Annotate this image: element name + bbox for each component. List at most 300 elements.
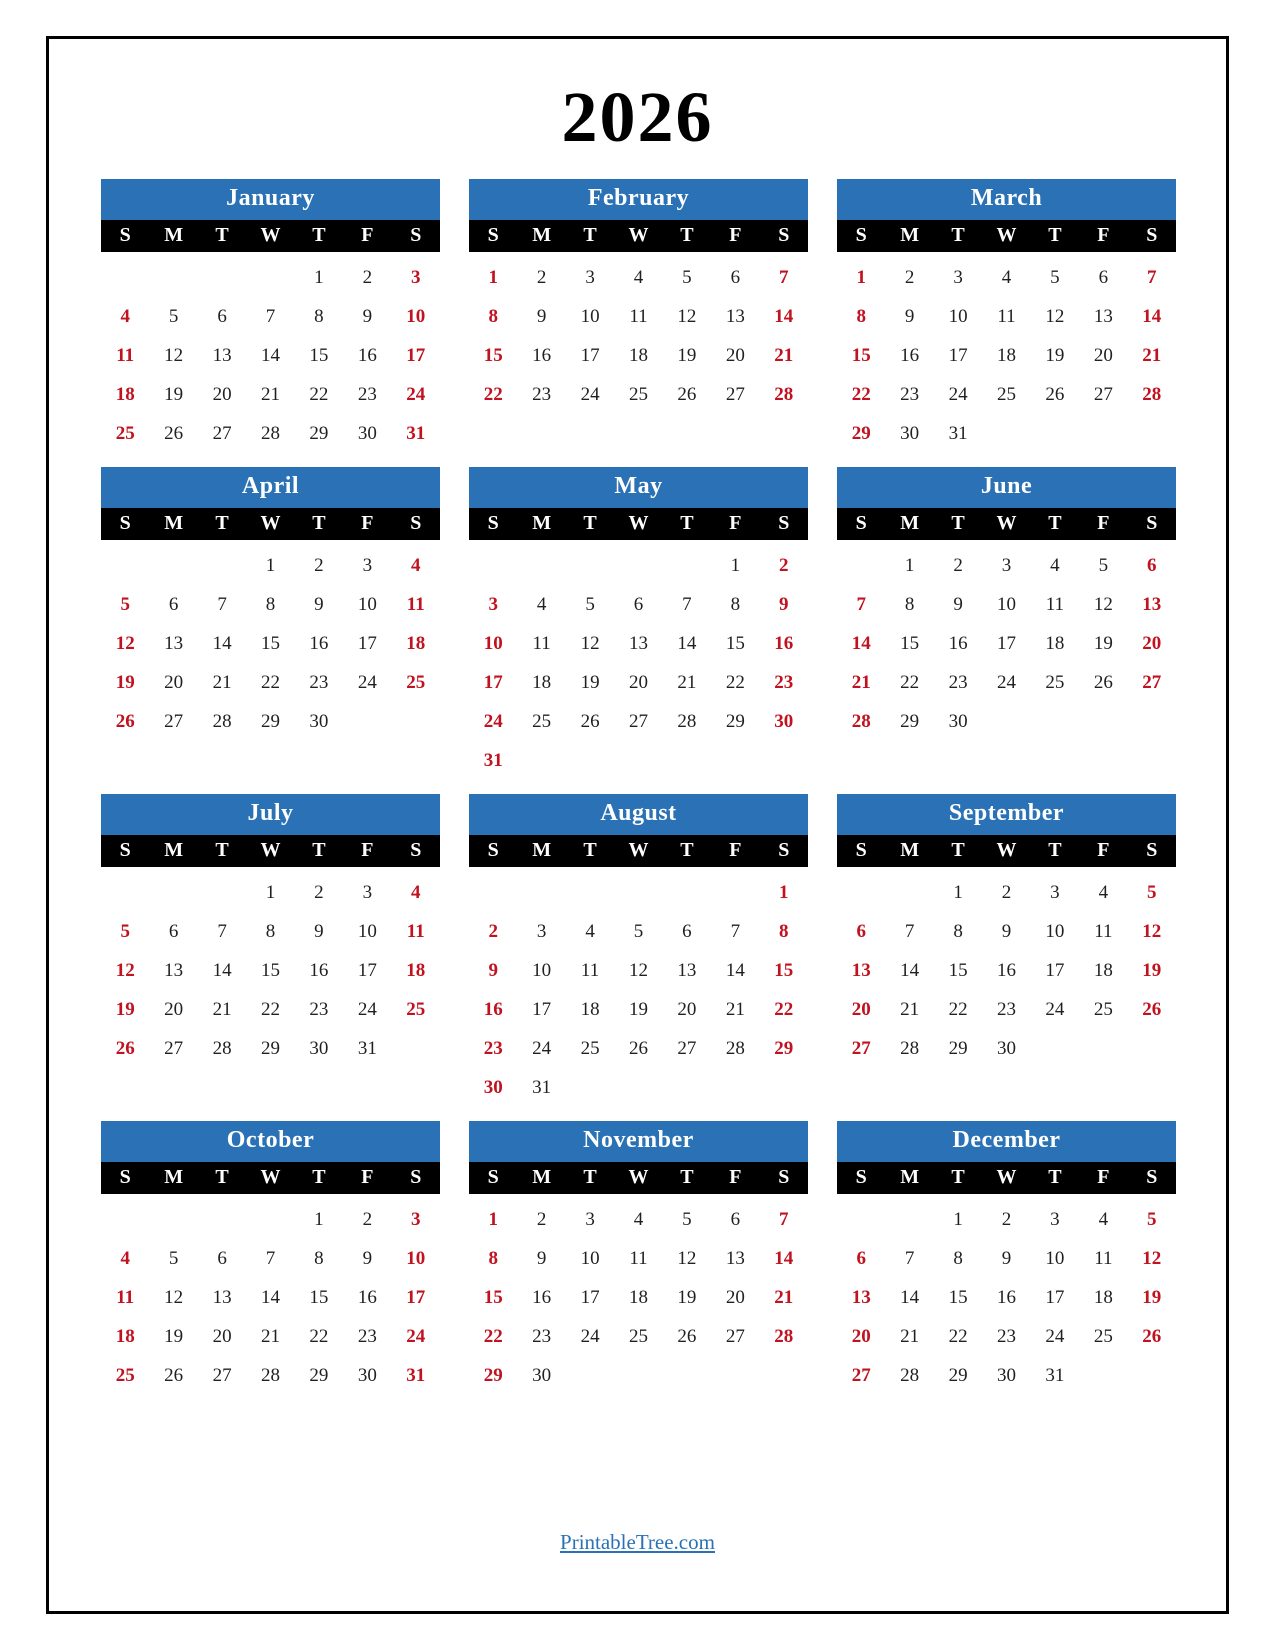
day-cell[interactable]: 6 (682, 921, 692, 942)
day-cell[interactable]: 6 (217, 306, 227, 327)
day-cell[interactable]: 13 (1093, 306, 1113, 327)
day-cell[interactable]: 28 (900, 1038, 920, 1059)
day-cell[interactable]: 30 (948, 711, 968, 732)
day-cell[interactable]: 2 (362, 267, 373, 288)
day-cell[interactable]: 18 (406, 633, 426, 654)
day-cell[interactable]: 5 (120, 921, 130, 942)
day-cell[interactable]: 29 (948, 1038, 968, 1059)
day-cell[interactable]: 24 (1045, 999, 1065, 1020)
day-cell[interactable]: 23 (532, 1326, 552, 1347)
day-cell[interactable]: 15 (260, 633, 280, 654)
day-cell[interactable]: 15 (725, 633, 745, 654)
day-cell[interactable]: 15 (309, 345, 329, 366)
day-cell[interactable]: 25 (1093, 1326, 1113, 1347)
day-cell[interactable]: 20 (212, 1326, 232, 1347)
day-cell[interactable]: 22 (483, 384, 503, 405)
day-cell[interactable]: 9 (536, 1248, 547, 1269)
day-cell[interactable]: 3 (411, 1209, 421, 1230)
day-cell[interactable]: 26 (677, 1326, 697, 1347)
day-cell[interactable]: 6 (856, 921, 866, 942)
day-cell[interactable]: 28 (774, 1326, 794, 1347)
day-cell[interactable]: 6 (168, 921, 179, 942)
day-cell[interactable]: 24 (406, 1326, 426, 1347)
day-cell[interactable]: 23 (774, 672, 794, 693)
day-cell[interactable]: 29 (260, 1038, 280, 1059)
day-cell[interactable]: 30 (309, 711, 329, 732)
day-cell[interactable]: 8 (779, 921, 789, 942)
day-cell[interactable]: 28 (900, 1365, 920, 1386)
day-cell[interactable]: 7 (265, 306, 276, 327)
day-cell[interactable]: 21 (677, 672, 697, 693)
day-cell[interactable]: 20 (212, 384, 232, 405)
day-cell[interactable]: 17 (580, 345, 600, 366)
day-cell[interactable]: 9 (314, 594, 324, 615)
day-cell[interactable]: 2 (1001, 1209, 1012, 1230)
day-cell[interactable]: 21 (212, 672, 232, 693)
day-cell[interactable]: 13 (164, 960, 184, 981)
day-cell[interactable]: 25 (996, 384, 1016, 405)
printabletree-link[interactable]: PrintableTree.com (560, 1530, 715, 1554)
day-cell[interactable]: 9 (904, 306, 915, 327)
day-cell[interactable]: 24 (1045, 1326, 1065, 1347)
day-cell[interactable]: 3 (585, 267, 595, 288)
day-cell[interactable]: 13 (212, 1287, 232, 1308)
day-cell[interactable]: 3 (536, 921, 547, 942)
day-cell[interactable]: 26 (1045, 384, 1065, 405)
day-cell[interactable]: 29 (309, 1365, 329, 1386)
day-cell[interactable]: 4 (120, 306, 130, 327)
day-cell[interactable]: 1 (779, 882, 789, 903)
day-cell[interactable]: 6 (856, 1248, 866, 1269)
day-cell[interactable]: 5 (168, 1248, 179, 1269)
day-cell[interactable]: 28 (260, 423, 280, 444)
day-cell[interactable]: 30 (357, 423, 377, 444)
day-cell[interactable]: 31 (406, 1365, 426, 1386)
day-cell[interactable]: 2 (953, 555, 963, 576)
day-cell[interactable]: 14 (260, 1287, 280, 1308)
day-cell[interactable]: 7 (779, 267, 789, 288)
day-cell[interactable]: 27 (851, 1038, 871, 1059)
day-cell[interactable]: 17 (406, 345, 426, 366)
day-cell[interactable]: 10 (357, 921, 377, 942)
day-cell[interactable]: 5 (1050, 267, 1060, 288)
day-cell[interactable]: 4 (411, 882, 421, 903)
day-cell[interactable]: 15 (900, 633, 920, 654)
day-cell[interactable]: 31 (357, 1038, 377, 1059)
day-cell[interactable]: 17 (580, 1287, 600, 1308)
day-cell[interactable]: 6 (1098, 267, 1109, 288)
day-cell[interactable]: 4 (585, 921, 595, 942)
day-cell[interactable]: 30 (900, 423, 920, 444)
day-cell[interactable]: 1 (314, 1209, 324, 1230)
day-cell[interactable]: 19 (677, 1287, 697, 1308)
day-cell[interactable]: 29 (309, 423, 329, 444)
day-cell[interactable]: 1 (953, 882, 963, 903)
day-cell[interactable]: 14 (774, 1248, 794, 1269)
day-cell[interactable]: 19 (580, 672, 600, 693)
day-cell[interactable]: 27 (677, 1038, 697, 1059)
day-cell[interactable]: 4 (536, 594, 547, 615)
day-cell[interactable]: 19 (164, 384, 184, 405)
day-cell[interactable]: 23 (483, 1038, 503, 1059)
day-cell[interactable]: 30 (357, 1365, 377, 1386)
day-cell[interactable]: 24 (406, 384, 426, 405)
day-cell[interactable]: 29 (483, 1365, 503, 1386)
day-cell[interactable]: 2 (1001, 882, 1012, 903)
day-cell[interactable]: 12 (115, 960, 135, 981)
day-cell[interactable]: 3 (953, 267, 963, 288)
day-cell[interactable]: 29 (851, 423, 871, 444)
day-cell[interactable]: 4 (1098, 882, 1109, 903)
day-cell[interactable]: 4 (1098, 1209, 1109, 1230)
day-cell[interactable]: 20 (164, 999, 184, 1020)
day-cell[interactable]: 12 (1142, 1248, 1162, 1269)
day-cell[interactable]: 2 (488, 921, 498, 942)
day-cell[interactable]: 21 (774, 345, 794, 366)
day-cell[interactable]: 18 (532, 672, 552, 693)
day-cell[interactable]: 17 (532, 999, 552, 1020)
day-cell[interactable]: 22 (851, 384, 871, 405)
day-cell[interactable]: 17 (406, 1287, 426, 1308)
day-cell[interactable]: 7 (265, 1248, 276, 1269)
day-cell[interactable]: 18 (115, 1326, 135, 1347)
day-cell[interactable]: 26 (1093, 672, 1113, 693)
day-cell[interactable]: 30 (774, 711, 794, 732)
day-cell[interactable]: 16 (996, 1287, 1016, 1308)
day-cell[interactable]: 10 (996, 594, 1016, 615)
day-cell[interactable]: 5 (1147, 882, 1157, 903)
day-cell[interactable]: 10 (580, 1248, 600, 1269)
day-cell[interactable]: 22 (309, 1326, 329, 1347)
day-cell[interactable]: 11 (406, 921, 425, 942)
day-cell[interactable]: 16 (357, 1287, 377, 1308)
day-cell[interactable]: 24 (948, 384, 968, 405)
day-cell[interactable]: 30 (309, 1038, 329, 1059)
day-cell[interactable]: 11 (406, 594, 425, 615)
day-cell[interactable]: 5 (585, 594, 595, 615)
day-cell[interactable]: 4 (1001, 267, 1012, 288)
day-cell[interactable]: 23 (357, 1326, 377, 1347)
day-cell[interactable]: 10 (406, 1248, 426, 1269)
day-cell[interactable]: 23 (357, 384, 377, 405)
day-cell[interactable]: 13 (851, 960, 871, 981)
day-cell[interactable]: 13 (725, 306, 745, 327)
day-cell[interactable]: 15 (851, 345, 871, 366)
day-cell[interactable]: 18 (406, 960, 426, 981)
day-cell[interactable]: 21 (260, 1326, 280, 1347)
day-cell[interactable]: 25 (406, 672, 426, 693)
day-cell[interactable]: 10 (406, 306, 426, 327)
day-cell[interactable]: 8 (856, 306, 866, 327)
day-cell[interactable]: 22 (948, 1326, 968, 1347)
day-cell[interactable]: 28 (1142, 384, 1162, 405)
day-cell[interactable]: 3 (362, 882, 373, 903)
day-cell[interactable]: 8 (953, 921, 963, 942)
day-cell[interactable]: 22 (948, 999, 968, 1020)
day-cell[interactable]: 7 (856, 594, 866, 615)
day-cell[interactable]: 25 (628, 384, 648, 405)
day-cell[interactable]: 21 (1142, 345, 1162, 366)
day-cell[interactable]: 20 (851, 1326, 871, 1347)
day-cell[interactable]: 7 (730, 921, 741, 942)
day-cell[interactable]: 13 (628, 633, 648, 654)
day-cell[interactable]: 21 (900, 1326, 920, 1347)
day-cell[interactable]: 25 (628, 1326, 648, 1347)
day-cell[interactable]: 6 (633, 594, 644, 615)
day-cell[interactable]: 16 (948, 633, 968, 654)
day-cell[interactable]: 1 (488, 267, 498, 288)
day-cell[interactable]: 5 (120, 594, 130, 615)
day-cell[interactable]: 27 (725, 1326, 745, 1347)
day-cell[interactable]: 8 (265, 594, 276, 615)
day-cell[interactable]: 19 (628, 999, 648, 1020)
day-cell[interactable]: 8 (730, 594, 741, 615)
day-cell[interactable]: 11 (532, 633, 551, 654)
day-cell[interactable]: 19 (677, 345, 697, 366)
day-cell[interactable]: 9 (362, 1248, 373, 1269)
day-cell[interactable]: 4 (1050, 555, 1060, 576)
day-cell[interactable]: 13 (212, 345, 232, 366)
day-cell[interactable]: 14 (900, 1287, 920, 1308)
day-cell[interactable]: 2 (314, 555, 324, 576)
day-cell[interactable]: 7 (904, 1248, 915, 1269)
day-cell[interactable]: 11 (1045, 594, 1065, 615)
day-cell[interactable]: 18 (1093, 960, 1113, 981)
day-cell[interactable]: 27 (1142, 672, 1162, 693)
day-cell[interactable]: 27 (1093, 384, 1113, 405)
day-cell[interactable]: 24 (580, 1326, 600, 1347)
day-cell[interactable]: 10 (357, 594, 377, 615)
day-cell[interactable]: 11 (116, 1287, 135, 1308)
day-cell[interactable]: 6 (217, 1248, 227, 1269)
day-cell[interactable]: 8 (314, 1248, 324, 1269)
day-cell[interactable]: 9 (314, 921, 324, 942)
day-cell[interactable]: 23 (309, 999, 329, 1020)
day-cell[interactable]: 16 (357, 345, 377, 366)
day-cell[interactable]: 8 (265, 921, 276, 942)
day-cell[interactable]: 31 (1045, 1365, 1065, 1386)
day-cell[interactable]: 4 (411, 555, 421, 576)
day-cell[interactable]: 20 (677, 999, 697, 1020)
day-cell[interactable]: 14 (212, 960, 232, 981)
day-cell[interactable]: 3 (1001, 555, 1012, 576)
day-cell[interactable]: 12 (628, 960, 648, 981)
day-cell[interactable]: 10 (1045, 1248, 1065, 1269)
day-cell[interactable]: 29 (260, 711, 280, 732)
day-cell[interactable]: 5 (682, 267, 692, 288)
day-cell[interactable]: 6 (730, 1209, 741, 1230)
day-cell[interactable]: 16 (483, 999, 503, 1020)
day-cell[interactable]: 1 (265, 882, 276, 903)
day-cell[interactable]: 7 (217, 921, 227, 942)
day-cell[interactable]: 13 (1142, 594, 1162, 615)
day-cell[interactable]: 27 (164, 1038, 184, 1059)
day-cell[interactable]: 19 (115, 672, 135, 693)
day-cell[interactable]: 11 (997, 306, 1016, 327)
day-cell[interactable]: 26 (1142, 1326, 1162, 1347)
day-cell[interactable]: 4 (633, 267, 644, 288)
day-cell[interactable]: 29 (774, 1038, 794, 1059)
day-cell[interactable]: 4 (633, 1209, 644, 1230)
day-cell[interactable]: 8 (488, 306, 498, 327)
day-cell[interactable]: 10 (532, 960, 552, 981)
day-cell[interactable]: 25 (532, 711, 552, 732)
day-cell[interactable]: 20 (1142, 633, 1162, 654)
day-cell[interactable]: 6 (168, 594, 179, 615)
day-cell[interactable]: 18 (996, 345, 1016, 366)
day-cell[interactable]: 27 (628, 711, 648, 732)
day-cell[interactable]: 27 (164, 711, 184, 732)
day-cell[interactable]: 7 (1147, 267, 1157, 288)
day-cell[interactable]: 5 (633, 921, 644, 942)
day-cell[interactable]: 5 (682, 1209, 692, 1230)
day-cell[interactable]: 17 (357, 960, 377, 981)
day-cell[interactable]: 13 (164, 633, 184, 654)
day-cell[interactable]: 12 (1142, 921, 1162, 942)
day-cell[interactable]: 1 (314, 267, 324, 288)
day-cell[interactable]: 2 (362, 1209, 373, 1230)
day-cell[interactable]: 28 (260, 1365, 280, 1386)
day-cell[interactable]: 7 (217, 594, 227, 615)
day-cell[interactable]: 27 (212, 1365, 232, 1386)
day-cell[interactable]: 11 (1094, 921, 1113, 942)
day-cell[interactable]: 4 (120, 1248, 130, 1269)
day-cell[interactable]: 10 (580, 306, 600, 327)
day-cell[interactable]: 24 (357, 672, 377, 693)
day-cell[interactable]: 23 (996, 999, 1016, 1020)
day-cell[interactable]: 17 (1045, 1287, 1065, 1308)
day-cell[interactable]: 19 (164, 1326, 184, 1347)
day-cell[interactable]: 21 (774, 1287, 794, 1308)
day-cell[interactable]: 12 (164, 1287, 184, 1308)
day-cell[interactable]: 9 (488, 960, 498, 981)
day-cell[interactable]: 15 (483, 1287, 503, 1308)
day-cell[interactable]: 19 (1142, 1287, 1162, 1308)
day-cell[interactable]: 28 (851, 711, 871, 732)
day-cell[interactable]: 17 (996, 633, 1016, 654)
day-cell[interactable]: 16 (900, 345, 920, 366)
day-cell[interactable]: 23 (948, 672, 968, 693)
day-cell[interactable]: 25 (1093, 999, 1113, 1020)
day-cell[interactable]: 5 (1098, 555, 1109, 576)
day-cell[interactable]: 11 (580, 960, 600, 981)
day-cell[interactable]: 12 (164, 345, 184, 366)
day-cell[interactable]: 24 (996, 672, 1016, 693)
day-cell[interactable]: 31 (483, 750, 503, 771)
day-cell[interactable]: 25 (580, 1038, 600, 1059)
day-cell[interactable]: 18 (115, 384, 135, 405)
day-cell[interactable]: 2 (904, 267, 915, 288)
day-cell[interactable]: 27 (212, 423, 232, 444)
day-cell[interactable]: 28 (677, 711, 697, 732)
day-cell[interactable]: 11 (1094, 1248, 1113, 1269)
day-cell[interactable]: 16 (996, 960, 1016, 981)
day-cell[interactable]: 20 (1093, 345, 1113, 366)
day-cell[interactable]: 30 (996, 1365, 1016, 1386)
day-cell[interactable]: 22 (260, 999, 280, 1020)
day-cell[interactable]: 16 (774, 633, 794, 654)
day-cell[interactable]: 19 (1045, 345, 1065, 366)
day-cell[interactable]: 28 (212, 711, 232, 732)
day-cell[interactable]: 18 (1045, 633, 1065, 654)
day-cell[interactable]: 3 (1050, 882, 1060, 903)
day-cell[interactable]: 16 (309, 960, 329, 981)
day-cell[interactable]: 2 (536, 267, 547, 288)
day-cell[interactable]: 8 (953, 1248, 963, 1269)
day-cell[interactable]: 12 (115, 633, 135, 654)
day-cell[interactable]: 3 (585, 1209, 595, 1230)
day-cell[interactable]: 12 (677, 306, 697, 327)
day-cell[interactable]: 26 (115, 1038, 135, 1059)
day-cell[interactable]: 24 (357, 999, 377, 1020)
day-cell[interactable]: 7 (682, 594, 692, 615)
day-cell[interactable]: 1 (730, 555, 741, 576)
day-cell[interactable]: 3 (362, 555, 373, 576)
day-cell[interactable]: 14 (212, 633, 232, 654)
day-cell[interactable]: 15 (948, 1287, 968, 1308)
day-cell[interactable]: 31 (532, 1077, 552, 1098)
day-cell[interactable]: 23 (900, 384, 920, 405)
day-cell[interactable]: 28 (725, 1038, 745, 1059)
day-cell[interactable]: 21 (851, 672, 871, 693)
day-cell[interactable]: 19 (1093, 633, 1113, 654)
day-cell[interactable]: 14 (1142, 306, 1162, 327)
day-cell[interactable]: 7 (904, 921, 915, 942)
day-cell[interactable]: 18 (628, 345, 648, 366)
day-cell[interactable]: 26 (580, 711, 600, 732)
day-cell[interactable]: 28 (212, 1038, 232, 1059)
day-cell[interactable]: 1 (904, 555, 915, 576)
day-cell[interactable]: 2 (314, 882, 324, 903)
day-cell[interactable]: 22 (900, 672, 920, 693)
day-cell[interactable]: 24 (483, 711, 503, 732)
day-cell[interactable]: 14 (774, 306, 794, 327)
day-cell[interactable]: 13 (851, 1287, 871, 1308)
day-cell[interactable]: 1 (488, 1209, 498, 1230)
day-cell[interactable]: 2 (779, 555, 789, 576)
day-cell[interactable]: 9 (536, 306, 547, 327)
day-cell[interactable]: 5 (168, 306, 179, 327)
day-cell[interactable]: 15 (483, 345, 503, 366)
day-cell[interactable]: 6 (1147, 555, 1157, 576)
day-cell[interactable]: 17 (483, 672, 503, 693)
day-cell[interactable]: 10 (483, 633, 503, 654)
day-cell[interactable]: 7 (779, 1209, 789, 1230)
day-cell[interactable]: 25 (406, 999, 426, 1020)
day-cell[interactable]: 21 (260, 384, 280, 405)
day-cell[interactable]: 26 (115, 711, 135, 732)
day-cell[interactable]: 21 (900, 999, 920, 1020)
day-cell[interactable]: 8 (488, 1248, 498, 1269)
day-cell[interactable]: 20 (164, 672, 184, 693)
day-cell[interactable]: 21 (212, 999, 232, 1020)
day-cell[interactable]: 20 (851, 999, 871, 1020)
day-cell[interactable]: 9 (1001, 921, 1012, 942)
day-cell[interactable]: 18 (580, 999, 600, 1020)
day-cell[interactable]: 17 (1045, 960, 1065, 981)
day-cell[interactable]: 14 (851, 633, 871, 654)
day-cell[interactable]: 22 (309, 384, 329, 405)
day-cell[interactable]: 16 (309, 633, 329, 654)
day-cell[interactable]: 6 (730, 267, 741, 288)
day-cell[interactable]: 25 (1045, 672, 1065, 693)
day-cell[interactable]: 26 (628, 1038, 648, 1059)
day-cell[interactable]: 31 (406, 423, 426, 444)
day-cell[interactable]: 20 (725, 345, 745, 366)
day-cell[interactable]: 17 (948, 345, 968, 366)
day-cell[interactable]: 9 (1001, 1248, 1012, 1269)
day-cell[interactable]: 22 (260, 672, 280, 693)
